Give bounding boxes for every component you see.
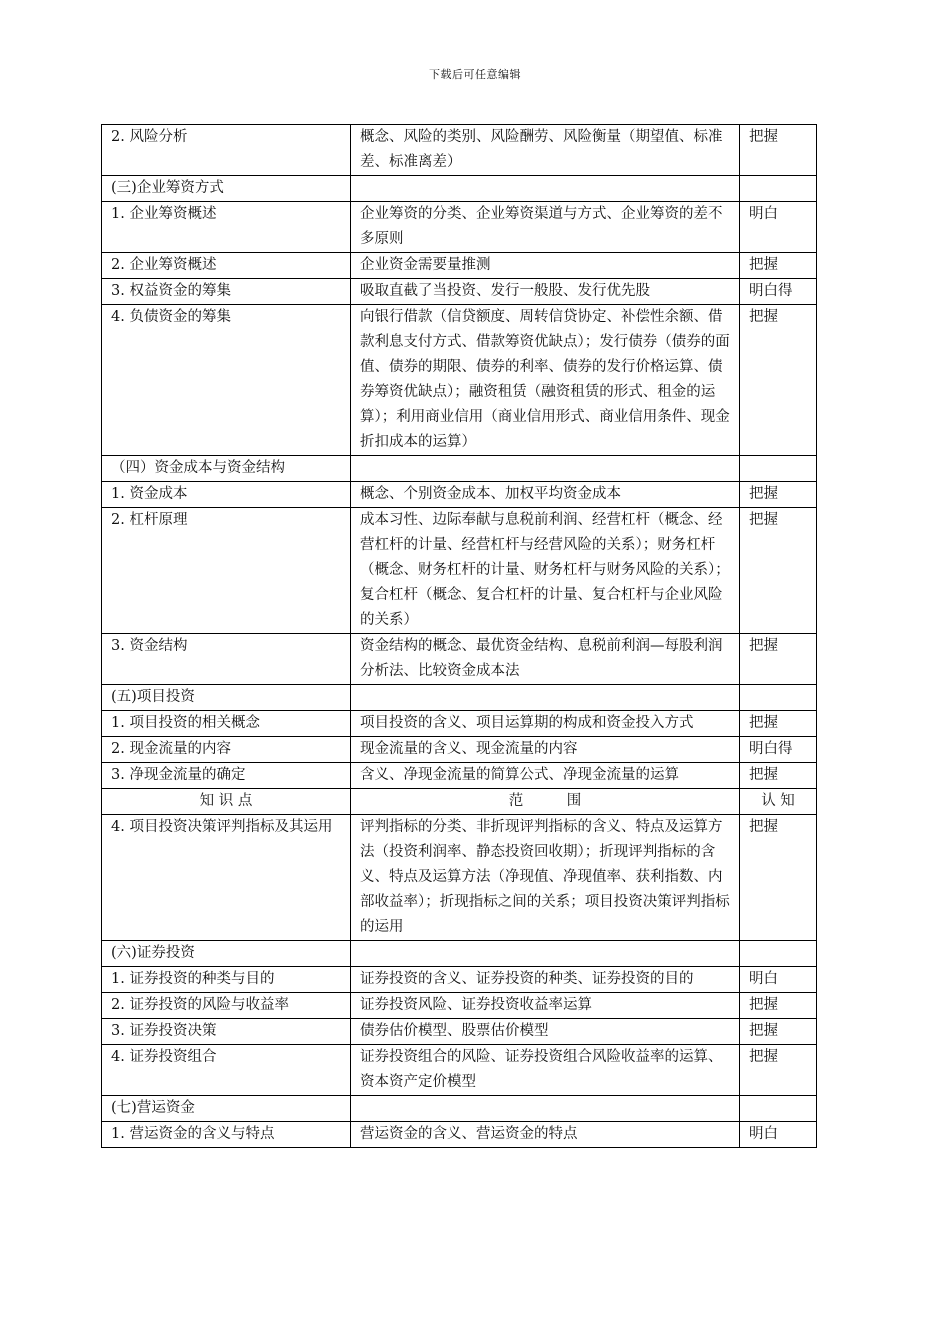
level-cell: 把握 [740, 305, 817, 456]
level-cell [740, 685, 817, 711]
level-cell [740, 1096, 817, 1122]
topic-cell: 1. 企业筹资概述 [102, 202, 351, 253]
scope-cell: 吸取直截了当投资、发行一般股、发行优先股 [351, 279, 740, 305]
level-cell: 明白得 [740, 737, 817, 763]
topic-cell: 知 识 点 [102, 789, 351, 815]
scope-cell: 含义、净现金流量的简算公式、净现金流量的运算 [351, 763, 740, 789]
level-cell [740, 176, 817, 202]
topic-cell: (三)企业筹资方式 [102, 176, 351, 202]
table-row [102, 508, 817, 634]
topic-cell: 3. 权益资金的筹集 [102, 279, 351, 305]
topic-cell: 3. 净现金流量的确定 [102, 763, 351, 789]
scope-cell: 证券投资的含义、证券投资的种类、证券投资的目的 [351, 967, 740, 993]
table-row [102, 279, 817, 305]
level-cell: 把握 [740, 763, 817, 789]
topic-cell: 1. 项目投资的相关概念 [102, 711, 351, 737]
scope-cell: 企业资金需要量推测 [351, 253, 740, 279]
level-cell: 明白 [740, 967, 817, 993]
topic-cell: 3. 资金结构 [102, 634, 351, 685]
scope-cell: 概念、个别资金成本、加权平均资金成本 [351, 482, 740, 508]
topic-cell: (七)营运资金 [102, 1096, 351, 1122]
level-cell: 把握 [740, 508, 817, 634]
table-row [102, 711, 817, 737]
level-cell: 把握 [740, 1019, 817, 1045]
scope-cell: 评判指标的分类、非折现评判指标的含义、特点及运算方法（投资利润率、静态投资回收期）；折现评判指标的含义、特点及运算方法（净现值、净现值率、获利指数、内部收益率）；折现指标之间的关系；项目投资决策评判指标的运用 [351, 815, 740, 941]
column-header-row [102, 789, 817, 815]
table-body [102, 125, 817, 1148]
table-row [102, 1045, 817, 1096]
scope-cell: 证券投资风险、证券投资收益率运算 [351, 993, 740, 1019]
level-cell: 把握 [740, 253, 817, 279]
topic-cell: 1. 资金成本 [102, 482, 351, 508]
table-row [102, 305, 817, 456]
scope-cell: 企业筹资的分类、企业筹资渠道与方式、企业筹资的差不多原则 [351, 202, 740, 253]
table-row [102, 737, 817, 763]
syllabus-table [101, 124, 817, 1148]
level-cell: 把握 [740, 711, 817, 737]
level-cell: 把握 [740, 634, 817, 685]
level-cell: 把握 [740, 1045, 817, 1096]
table-row [102, 815, 817, 941]
scope-cell [351, 1096, 740, 1122]
scope-cell: 现金流量的含义、现金流量的内容 [351, 737, 740, 763]
level-cell: 把握 [740, 815, 817, 941]
topic-cell: 2. 杠杆原理 [102, 508, 351, 634]
table-row [102, 967, 817, 993]
scope-cell: 概念、风险的类别、风险酬劳、风险衡量（期望值、标准差、标准离差） [351, 125, 740, 176]
scope-cell: 债券估价模型、股票估价模型 [351, 1019, 740, 1045]
level-cell: 认 知 [740, 789, 817, 815]
table-row [102, 763, 817, 789]
section-row [102, 1096, 817, 1122]
scope-cell: 范 围 [351, 789, 740, 815]
table-row [102, 1019, 817, 1045]
scope-cell: 向银行借款（信贷额度、周转信贷协定、补偿性余额、借款利息支付方式、借款筹资优缺点）；发行债券（债券的面值、债券的期限、债券的利率、债券的发行价格运算、债券筹资优缺点）；融资租赁（融资租赁的形式、租金的运算）；利用商业信用（商业信用形式、商业信用条件、现金折扣成本的运算） [351, 305, 740, 456]
scope-cell: 证券投资组合的风险、证券投资组合风险收益率的运算、资本资产定价模型 [351, 1045, 740, 1096]
table-row [102, 253, 817, 279]
topic-cell: (六)证券投资 [102, 941, 351, 967]
topic-cell: （四）资金成本与资金结构 [102, 456, 351, 482]
topic-cell: 2. 现金流量的内容 [102, 737, 351, 763]
table-row [102, 1122, 817, 1148]
table-row [102, 125, 817, 176]
topic-cell: (五)项目投资 [102, 685, 351, 711]
scope-cell [351, 685, 740, 711]
section-row [102, 456, 817, 482]
topic-cell: 4. 负债资金的筹集 [102, 305, 351, 456]
section-row [102, 685, 817, 711]
scope-cell [351, 941, 740, 967]
topic-cell: 1. 营运资金的含义与特点 [102, 1122, 351, 1148]
topic-cell: 4. 证券投资组合 [102, 1045, 351, 1096]
topic-cell: 3. 证券投资决策 [102, 1019, 351, 1045]
scope-cell [351, 176, 740, 202]
topic-cell: 2. 企业筹资概述 [102, 253, 351, 279]
topic-cell: 1. 证券投资的种类与目的 [102, 967, 351, 993]
scope-cell: 成本习性、边际奉献与息税前利润、经营杠杆（概念、经营杠杆的计量、经营杠杆与经营风险的关系）；财务杠杆（概念、财务杠杆的计量、财务杠杆与财务风险的关系）；复合杠杆（概念、复合杠杆的计量、复合杠杆与企业风险的关系） [351, 508, 740, 634]
table-row [102, 634, 817, 685]
topic-cell: 2. 证券投资的风险与收益率 [102, 993, 351, 1019]
table-row [102, 993, 817, 1019]
scope-cell: 资金结构的概念、最优资金结构、息税前利润—每股利润分析法、比较资金成本法 [351, 634, 740, 685]
level-cell [740, 456, 817, 482]
level-cell [740, 941, 817, 967]
topic-cell: 2. 风险分析 [102, 125, 351, 176]
topic-cell: 4. 项目投资决策评判指标及其运用 [102, 815, 351, 941]
scope-cell [351, 456, 740, 482]
page-header: 下载后可任意编辑 [429, 68, 521, 81]
scope-cell: 营运资金的含义、营运资金的特点 [351, 1122, 740, 1148]
table-row [102, 202, 817, 253]
scope-cell: 项目投资的含义、项目运算期的构成和资金投入方式 [351, 711, 740, 737]
level-cell: 把握 [740, 482, 817, 508]
table-row [102, 482, 817, 508]
section-row [102, 941, 817, 967]
level-cell: 明白得 [740, 279, 817, 305]
level-cell: 把握 [740, 993, 817, 1019]
level-cell: 明白 [740, 202, 817, 253]
level-cell: 把握 [740, 125, 817, 176]
section-row [102, 176, 817, 202]
level-cell: 明白 [740, 1122, 817, 1148]
